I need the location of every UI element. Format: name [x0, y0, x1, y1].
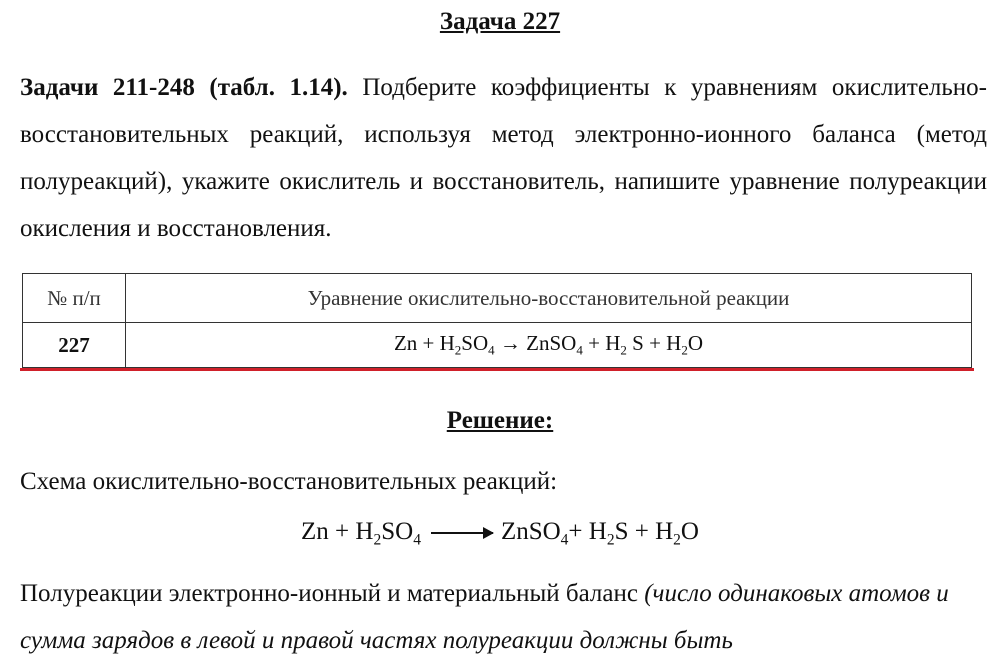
eq-sub: 2 [606, 531, 615, 549]
row-number: 227 [23, 323, 126, 368]
eq-part: ZnSO [500, 518, 561, 545]
row-equation [126, 323, 972, 368]
eq-sub: 2 [673, 531, 681, 549]
eq-sub: 4 [413, 531, 421, 549]
eq-part: SO [461, 331, 489, 356]
eq-sub: 2 [373, 531, 382, 549]
scheme-label: Схема окислительно-восстановительных реакций: [20, 468, 558, 495]
eq-part: + H [582, 331, 621, 356]
eq-part: Zn + H [393, 331, 455, 356]
eq-part: SO [381, 518, 414, 545]
eq-sub: 2 [454, 342, 462, 358]
table-underline [20, 368, 974, 371]
scheme-equation [0, 518, 1000, 549]
eq-sub: 2 [620, 342, 627, 358]
eq-sub: 4 [488, 342, 495, 358]
half-reactions-italic: (число одинаковых атомов и сумма зарядов в левой и правой частях полуреакции должны быть [20, 580, 949, 654]
eq-part: O [680, 518, 699, 545]
long-arrow-icon [431, 532, 493, 534]
task-title: Задача 227 [439, 8, 561, 35]
eq-part: S + H [614, 518, 674, 545]
header-number: № п/п [23, 274, 126, 323]
arrow-icon: → [499, 331, 521, 356]
eq-part: + H [568, 518, 607, 545]
eq-sub: 4 [560, 531, 569, 549]
header-equation: Уравнение окислительно-восстановительной реакции [126, 274, 972, 323]
half-reactions-paragraph [20, 570, 980, 664]
intro-bold: Задачи 211-248 (табл. 1.14). [20, 74, 348, 101]
solution-title: Решение: [446, 407, 554, 434]
half-reactions-text: Полуреакции электронно-ионный и материальный баланс [20, 580, 645, 607]
table-row [23, 323, 972, 368]
reaction-table [22, 273, 972, 368]
eq-part: Zn + H [301, 518, 374, 545]
eq-part: ZnSO [526, 331, 577, 356]
intro-text: Подберите коэффициенты к уравнениям окислительно-восстановительных реакций, используя метод электронно-ионного баланса (метод полуреакций), укажите окислитель и восстановитель, напишите уравнение полуреакции окисления и восстановления. [20, 74, 987, 242]
eq-part: O [687, 331, 704, 356]
eq-part: S + H [632, 331, 682, 356]
eq-sub: 4 [576, 342, 583, 358]
table-header-row [23, 274, 972, 323]
eq-sub: 2 [681, 342, 688, 358]
intro-paragraph [20, 64, 987, 252]
